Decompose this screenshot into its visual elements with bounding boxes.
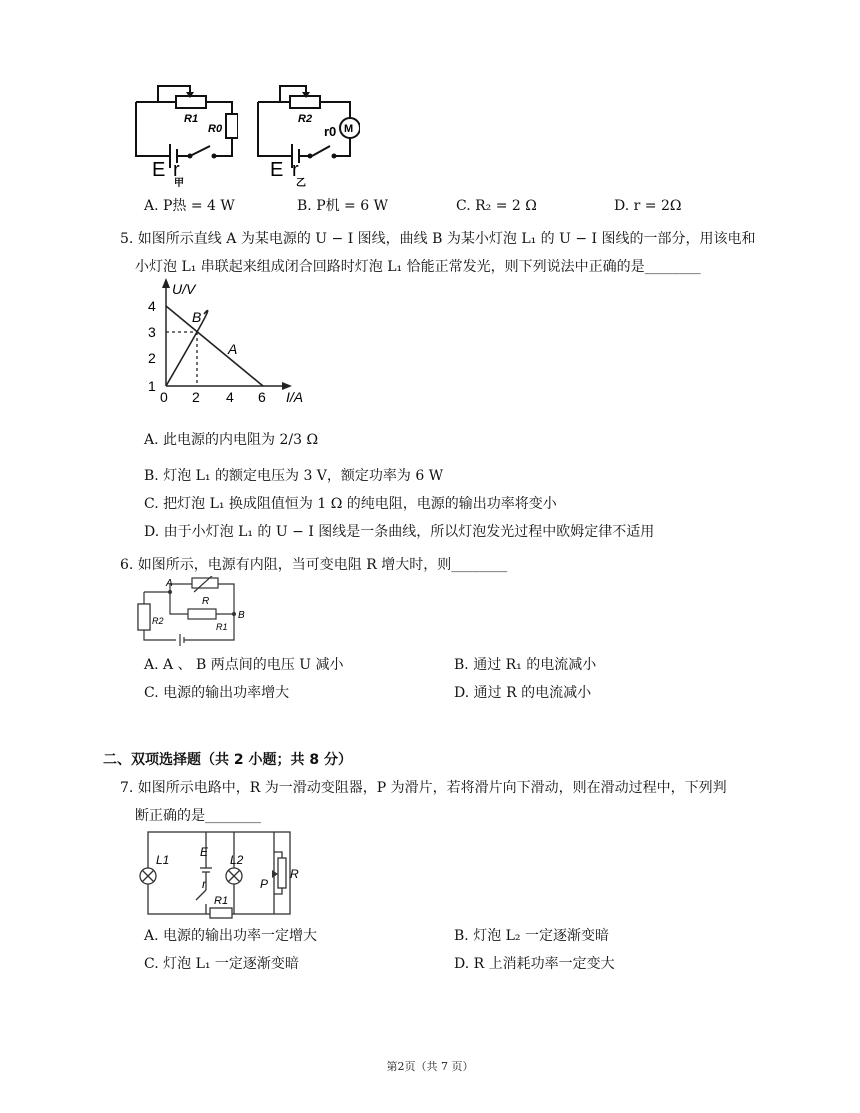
y-axis-label: U/V bbox=[172, 281, 196, 297]
label-r0-small: r0 bbox=[324, 124, 337, 139]
question-7-stem-line2: 断正确的是________ bbox=[135, 808, 261, 824]
option-b: B. 通过 R₁ 的电流减小 bbox=[454, 657, 597, 673]
circuit-figure-yi bbox=[250, 82, 360, 190]
label-point-a: A bbox=[166, 578, 173, 589]
option-c: C. 电源的输出功率增大 bbox=[144, 685, 290, 701]
x-tick-0: 0 bbox=[160, 389, 168, 405]
y-tick-4: 4 bbox=[148, 298, 156, 314]
x-tick-2: 2 bbox=[192, 389, 200, 405]
label-r1: R1 bbox=[216, 622, 228, 632]
option-c: C. R₂ = 2 Ω bbox=[456, 198, 537, 214]
option-d: D. R 上消耗功率一定变大 bbox=[454, 956, 615, 972]
label-e: E bbox=[270, 159, 284, 181]
label-r1: R1 bbox=[184, 113, 199, 125]
label-r: r bbox=[173, 159, 180, 181]
label-r1: R1 bbox=[214, 895, 229, 907]
question-5-stem-line2: 小灯泡 L₁ 串联起来组成闭合回路时灯泡 L₁ 恰能正常发光，则下列说法中正确的是________ bbox=[135, 259, 701, 275]
option-d: D. 由于小灯泡 L₁ 的 U − I 图线是一条曲线，所以灯泡发光过程中欧姆定律不适用 bbox=[144, 524, 655, 540]
page-footer: 第2页（共 7 页） bbox=[386, 1060, 474, 1073]
label-l1: L1 bbox=[156, 853, 170, 867]
line-a bbox=[166, 306, 263, 386]
question-7-stem-line1: 7. 如图所示电路中，R 为一滑动变阻器，P 为滑片，若将滑片向下滑动，则在滑动过程中，下列判 bbox=[120, 780, 727, 796]
option-a: A. 电源的输出功率一定增大 bbox=[144, 928, 318, 944]
label-r2: R2 bbox=[298, 113, 313, 125]
option-d: D. r = 2Ω bbox=[614, 198, 682, 214]
option-d: D. 通过 R 的电流减小 bbox=[454, 685, 592, 701]
curve-b bbox=[166, 311, 208, 386]
question-5-stem-line1: 5. 如图所示直线 A 为某电源的 U − I 图线，曲线 B 为某小灯泡 L₁ 的 U − I 图线的一部分，用该电和 bbox=[120, 231, 756, 247]
label-e: E bbox=[200, 845, 209, 859]
y-tick-3: 3 bbox=[148, 324, 156, 340]
label-line-a: A bbox=[228, 341, 238, 357]
label-r2: R2 bbox=[152, 616, 164, 626]
label-curve-b: B bbox=[192, 309, 202, 325]
label-l2: L2 bbox=[230, 853, 244, 867]
caption-yi: 乙 bbox=[296, 178, 306, 189]
circuit-figure-q7 bbox=[134, 828, 306, 920]
option-b: B. 灯泡 L₂ 一定逐渐变暗 bbox=[454, 928, 609, 944]
option-a: A. A 、 B 两点间的电压 U 减小 bbox=[144, 657, 344, 673]
option-b: B. 灯泡 L₁ 的额定电压为 3 V，额定功率为 6 W bbox=[144, 468, 444, 484]
x-tick-4: 4 bbox=[226, 389, 234, 405]
label-r0: R0 bbox=[208, 123, 223, 135]
option-a: A. P热 = 4 W bbox=[144, 198, 235, 214]
x-tick-6: 6 bbox=[258, 389, 266, 405]
y-tick-2: 2 bbox=[148, 350, 156, 366]
circuit-figure-q6 bbox=[134, 576, 250, 650]
label-e: E bbox=[152, 159, 166, 181]
label-p: P bbox=[260, 877, 269, 891]
section-title: 二、双项选择题（共 2 小题；共 8 分） bbox=[103, 752, 352, 768]
option-a: A. 此电源的内电阻为 2/3 Ω bbox=[144, 432, 319, 448]
u-i-graph bbox=[140, 274, 310, 408]
option-c: C. 灯泡 L₁ 一定逐渐变暗 bbox=[144, 956, 299, 972]
option-b: B. P机 = 6 W bbox=[297, 198, 388, 214]
y-tick-1: 1 bbox=[148, 378, 156, 394]
label-r: r bbox=[202, 877, 206, 891]
circuit-figure-jia bbox=[128, 82, 238, 190]
label-point-b: B bbox=[238, 610, 245, 621]
label-r: r bbox=[292, 159, 299, 181]
option-c: C. 把灯泡 L₁ 换成阻值恒为 1 Ω 的纯电阻，电源的输出功率将变小 bbox=[144, 496, 557, 512]
label-rr: R bbox=[290, 867, 299, 881]
question-6-stem: 6. 如图所示，电源有内阻，当可变电阻 R 增大时，则________ bbox=[120, 557, 508, 573]
label-r: R bbox=[202, 596, 210, 607]
caption-jia: 甲 bbox=[174, 178, 184, 189]
x-axis-label: I/A bbox=[286, 389, 304, 405]
label-m: M bbox=[344, 123, 354, 135]
